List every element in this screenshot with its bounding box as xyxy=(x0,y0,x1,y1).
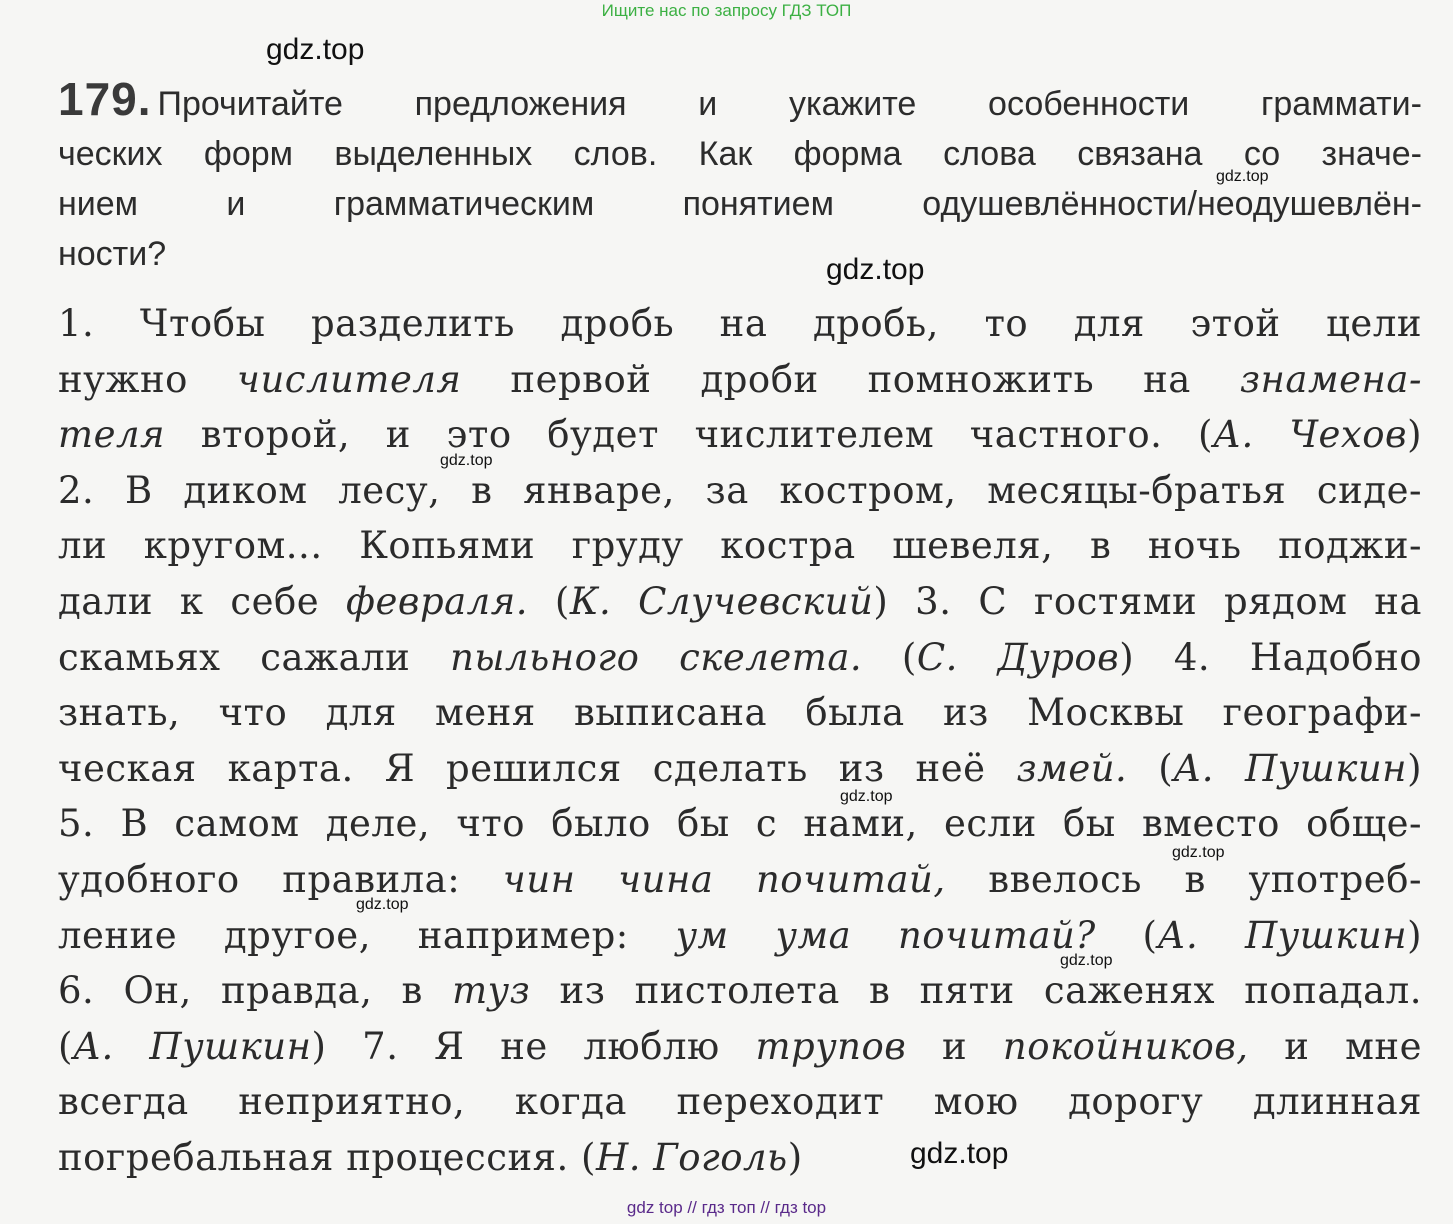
bottom-banner: gdz top // гдз топ // гдз top xyxy=(626,1198,827,1217)
watermark: gdz.top xyxy=(1172,844,1225,861)
text-line: 1. Чтобы разделить дробь на дробь, то для этой цели xyxy=(58,302,1422,345)
text-line: 5. В самом деле, что было бы с нами, если бы вместо обще- xyxy=(58,802,1422,846)
task-line-2: ческих форм выделенных слов. Как форма слова связана со значе- xyxy=(58,135,1422,173)
author: А. Пушкин xyxy=(72,1024,312,1068)
text-line: знать, что для меня выписана была из Москвы географи- xyxy=(58,691,1422,735)
author: К. Случевский xyxy=(569,579,874,623)
watermark: gdz.top xyxy=(1216,168,1269,185)
task-line-1: 179. Прочитайте предложения и укажите особенности граммати- xyxy=(58,73,1422,125)
watermark: gdz.top xyxy=(1060,952,1113,969)
task-number: 179. xyxy=(58,73,152,125)
highlighted-word: змей. xyxy=(1016,746,1128,790)
highlighted-word: туз xyxy=(452,969,531,1013)
text-line: дали к себе февраля. (К. Случевский) 3. С гостями рядом на xyxy=(58,579,1422,623)
task-line-4: ности? xyxy=(58,235,167,273)
watermark: gdz.top xyxy=(266,33,365,66)
highlighted-word: февраля. xyxy=(346,579,529,623)
text-line: 6. Он, правда, в туз из пистолета в пяти саженях попадал. xyxy=(58,969,1422,1013)
watermark: gdz.top xyxy=(910,1137,1009,1170)
highlighted-word: пыльного скелета. xyxy=(450,635,863,679)
author: С. Дуров xyxy=(916,635,1120,679)
text-line: удобного правила: чин чина почитай, ввелось в употреб- xyxy=(58,857,1422,901)
highlighted-word: числителя xyxy=(236,357,462,401)
text-line: ление другое, например: ум ума почитай? (А. Пушкин) xyxy=(58,913,1423,957)
highlighted-word: теля xyxy=(58,413,166,457)
text-line: всегда неприятно, когда переходит мою дорогу длинная xyxy=(58,1080,1422,1124)
text-line: погребальная процессия. (Н. Гоголь) xyxy=(58,1135,803,1179)
watermark: gdz.top xyxy=(440,452,493,469)
author: А. Пушкин xyxy=(1157,913,1408,957)
text-line: ли кругом... Копьями груду костра шевеля, в ночь поджи- xyxy=(58,524,1422,568)
author: А. Пушкин xyxy=(1173,746,1408,790)
text-line: нужно числителя первой дроби помножить на знамена- xyxy=(58,357,1422,401)
text-line: теля второй, и это будет числителем частного. (А. Чехов) xyxy=(58,413,1422,457)
highlighted-word: трупов xyxy=(755,1024,907,1068)
watermark: gdz.top xyxy=(356,896,409,913)
author: Н. Гоголь xyxy=(595,1135,788,1179)
exercise-text xyxy=(58,296,1422,1186)
highlighted-word: знамена- xyxy=(1239,357,1422,401)
watermark: gdz.top xyxy=(840,788,893,805)
task-line-3: нием и грамматическим понятием одушевлённости/неодушевлён- xyxy=(58,185,1422,223)
text-line: ческая карта. Я решился сделать из неё змей. (А. Пушкин) xyxy=(58,746,1422,790)
text-line: 2. В диком лесу, в январе, за костром, месяцы-братья сиде- xyxy=(58,468,1422,512)
watermark: gdz.top xyxy=(826,253,925,286)
text-line: (А. Пушкин) 7. Я не люблю трупов и покойников, и мне xyxy=(58,1024,1422,1068)
highlighted-word: ум ума почитай? xyxy=(675,913,1096,957)
highlighted-word: чин чина почитай, xyxy=(502,857,946,901)
text-line: скамьях сажали пыльного скелета. (С. Дуров) 4. Надобно xyxy=(58,635,1423,679)
top-banner: Ищите нас по запросу ГДЗ ТОП xyxy=(601,1,852,20)
author: А. Чехов xyxy=(1212,413,1408,457)
highlighted-word: покойников, xyxy=(1002,1024,1249,1068)
